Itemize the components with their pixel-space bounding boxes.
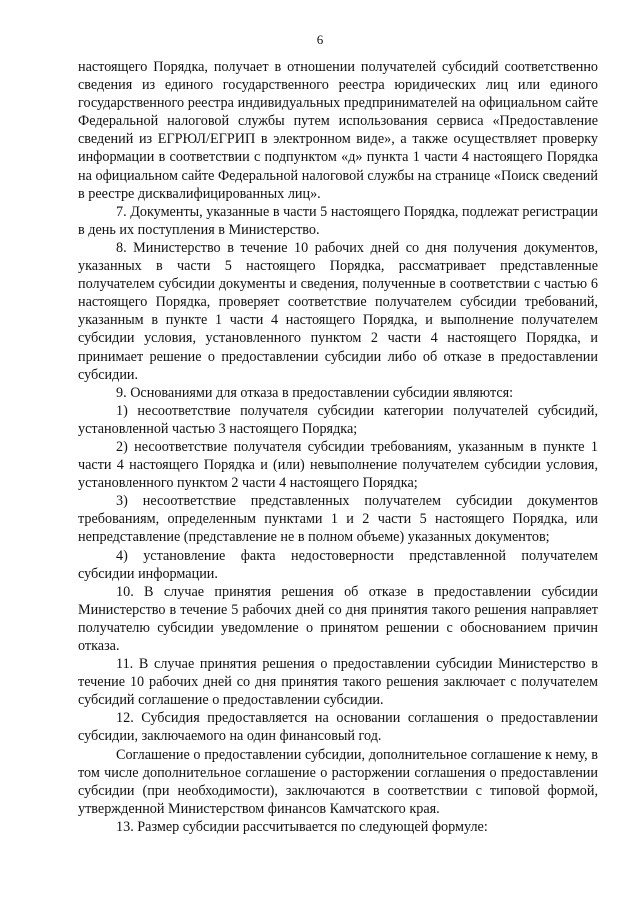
paragraph-12-agreement: Соглашение о предоставлении субсидии, дополнительное соглашение к нему, в том числе дополнительное соглашение о расторжении соглашения о предоставлении субсидии (при необходимости), заключаются в соответствии с типовой формой, утвержденной Министерством финансов Камчатского края. [78, 746, 598, 817]
paragraph-9: 9. Основаниями для отказа в предоставлении субсидии являются: [116, 384, 514, 401]
paragraph-7: 7. Документы, указанные в части 5 настоящего Порядка, подлежат регистрации в день их поступления в Министерство. [78, 203, 598, 238]
paragraph-8: 8. Министерство в течение 10 рабочих дней со дня получения документов, указанных в части 5 настоящего Порядка, рассматривает представленные получателем субсидии документы и сведения, полученные в соответствии с частью 6 настоящего Порядка, проверяет соответствие получателем субсидии требований, указанным в пункте 1 части 4 настоящего Порядка, и выполнение получателем субсидии условия, установленного пунктом 2 части 4 настоящего Порядка, и принимает решение о предоставлении субсидии либо об отказе в предоставлении субсидии. [78, 239, 598, 383]
page-number: 6 [316, 32, 324, 47]
paragraph-13: 13. Размер субсидии рассчитывается по следующей формуле: [116, 818, 488, 835]
paragraph-9-item-3: 3) несоответствие представленных получателем субсидии документов требованиям, определенным пунктами 1 и 2 части 5 настоящего Порядка, или непредставление (представление не в полном объеме) указанных документов; [78, 493, 598, 546]
paragraph-9-item-4: 4) установление факта недостоверности представленной получателем субсидии информации. [78, 547, 598, 582]
paragraph-10: 10. В случае принятия решения об отказе в предоставлении субсидии Министерство в течение 5 рабочих дней со дня принятия такого решения направляет получателю субсидии уведомление о принятом решении с обоснованием причин отказа. [78, 583, 598, 654]
document-body [78, 58, 598, 836]
paragraph-9-item-2: 2) несоответствие получателя субсидии требованиям, указанным в пункте 1 части 4 настоящего Порядка и (или) невыполнение получателем субсидии условия, установленного пунктом 2 части 4 настоящего Порядка; [78, 438, 598, 492]
paragraph-continuation: настоящего Порядка, получает в отношении получателей субсидий соответственно сведения из единого государственного реестра юридических лиц или единого государственного реестра индивидуальных предпринимателей на официальном сайте Федеральной налоговой службы путем использования сервиса «Предоставление сведений из ЕГРЮЛ/ЕГРИП в электронном виде», а также осуществляет проверку информации в соответствии с подпунктом «д» пункта 1 части 4 настоящего Порядка на официальном сайте Федеральной налоговой службы на странице «Поиск сведений в реестре дисквалифицированных лиц». [78, 59, 598, 202]
paragraph-12: 12. Субсидия предоставляется на основании соглашения о предоставлении субсидии, заключаемого на один финансовый год. [78, 710, 598, 745]
paragraph-11: 11. В случае принятия решения о предоставлении субсидии Министерство в течение 10 рабочих дней со дня принятия такого решения заключает с получателем субсидий соглашение о предоставлении субсидии. [78, 656, 598, 709]
paragraph-9-item-1: 1) несоответствие получателя субсидии категории получателей субсидий, установленной частью 3 настоящего Порядка; [78, 402, 598, 437]
